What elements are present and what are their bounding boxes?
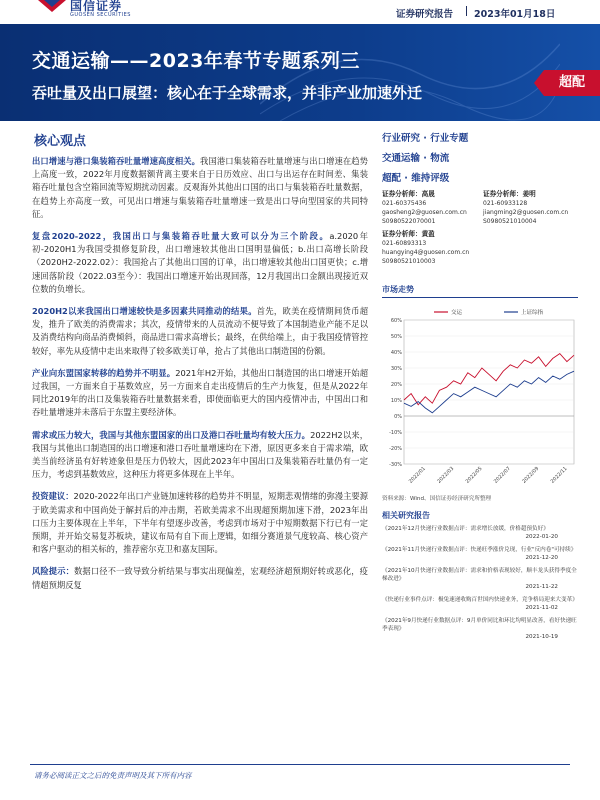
rating-badge: 超配: [544, 70, 600, 96]
legend-label: 交运: [451, 310, 463, 316]
chart-svg: [382, 302, 578, 492]
report-category: 行业研究 · 行业专题: [382, 133, 469, 144]
y-tick-label: -20%: [389, 446, 402, 452]
related-report[interactable]: [382, 617, 578, 642]
paragraph-lead: 2020H2以来我国出口增速较快是多因素共同推动的结果。: [32, 306, 257, 317]
y-tick-label: -30%: [389, 462, 402, 468]
analyst-role: 证券分析师：: [382, 230, 422, 238]
related-report-date: 2022-01-20: [525, 534, 558, 541]
related-report-title: 《2021年11月快递行业数据点评：快递旺季涨价兑现，行业"反内卷"可持续》: [382, 546, 577, 553]
analyst-card: [382, 190, 477, 226]
paragraph-body: a.2020年初-2020H1为我国受损修复阶段，出口增速较其他出口国明显偏低；b.出口高增长阶段（2020H2-2022.02）：我国抢占了其他出口国的订单，出口增速较其他出口国更快；c.增速回落阶段（2022.03至今）：我国出口增速开始出现回落，12月我国出口金额出现接近双位数的负增长。: [32, 231, 368, 294]
related-list: [382, 525, 578, 642]
y-tick-label: -10%: [389, 430, 402, 436]
report-type: 证券研究报告: [396, 9, 454, 20]
chart-source: 资料来源：Wind、国信证券经济研究所整理: [382, 496, 492, 502]
analyst-role: 证券分析师：: [382, 190, 422, 198]
related-report-title: 《2021年10月快递行业数据点评：需求和价格表现较好，顺丰龙头获得季度全梯改进》: [382, 567, 577, 583]
related-title: 相关研究报告: [382, 511, 430, 520]
analyst-email[interactable]: jiangming2@guosen.com.cn: [483, 209, 569, 216]
series-line-0: [404, 354, 574, 405]
analyst-phone: 021-60933128: [483, 200, 528, 207]
core-view-paragraph: [32, 565, 368, 591]
analyst-card: [382, 230, 477, 266]
core-view-paragraph: [32, 155, 368, 221]
legend-label: 上证综指: [521, 310, 544, 316]
analyst-cert: S0980521010003: [382, 258, 436, 265]
related-report-date: 2021-11-02: [525, 605, 558, 612]
x-tick-label: 2022/05: [464, 465, 484, 485]
chart-title: 市场走势: [382, 285, 414, 294]
header-divider: [466, 6, 467, 16]
x-tick-label: 2022/09: [521, 465, 541, 485]
section-title: 核心观点: [34, 134, 87, 149]
analyst-email[interactable]: huangying4@guosen.com.cn: [382, 249, 470, 256]
analyst-cert: S0980522070001: [382, 218, 436, 225]
analyst-name: 高晟: [421, 190, 435, 198]
analyst-name: 姜明: [522, 190, 536, 198]
footer-disclaimer: 请务必阅读正文之后的免责声明及其下所有内容: [34, 771, 192, 780]
y-tick-label: 30%: [390, 366, 402, 372]
y-tick-label: 60%: [390, 318, 402, 324]
related-report-date: 2021-10-19: [525, 634, 558, 641]
plot-frame: [404, 320, 574, 464]
related-report-title: 《快递行业事件点评：极兔速递收购百世国内快递业务，竞争格局迎来大变革》: [382, 596, 578, 603]
x-tick-label: 2022/01: [407, 465, 427, 485]
core-view-paragraph: [32, 305, 368, 358]
x-tick-label: 2022/07: [492, 465, 512, 485]
y-tick-label: 50%: [390, 334, 402, 340]
footer-divider: [30, 764, 570, 765]
y-tick-label: 20%: [390, 382, 402, 388]
analyst-card: [483, 190, 578, 226]
top-bar: [0, 0, 600, 24]
analyst-list: [382, 190, 578, 270]
paragraph-lead: 需求或压力较大，我国与其他东盟国家的出口及港口吞吐量均有较大压力。: [32, 429, 311, 440]
analyst-phone: 021-60893313: [382, 240, 427, 247]
sidebar: [382, 130, 578, 642]
market-trend-chart: [382, 302, 578, 492]
rating-line: 超配 · 维持评级: [382, 173, 450, 184]
core-view-paragraph: [32, 230, 368, 296]
paragraph-lead: 出口增速与港口集装箱吞吐量增速高度相关。: [32, 156, 201, 166]
analyst-email[interactable]: gaosheng2@guosen.com.cn: [382, 209, 467, 216]
logo-cn: 国信证券: [70, 0, 123, 13]
analyst-name: 黄盈: [421, 230, 435, 238]
related-report[interactable]: [382, 546, 578, 563]
y-tick-label: 40%: [390, 350, 402, 356]
related-report[interactable]: [382, 567, 578, 592]
analyst-cert: S0980521010004: [483, 218, 537, 225]
analyst-phone: 021-60375436: [382, 200, 427, 207]
related-report-title: 《2021年12月快递行业数据点评：需求增长放缓，价格超预负好》: [382, 526, 549, 532]
paragraph-body: 首先，欧美在疫情期间货币超发，推升了欧美的消费需求；其次，疫情带来的人员流动不便导致了本国制造业产能不足以及消费结构向商品消费倾斜，商品进口需求高增长；最终，在供给端上，由于我国疫情管控较好，率先从疫情中走出来取得了较多欧美订单，抢占了其他出口制造国的份额。: [32, 306, 368, 356]
guosen-logo-icon: [38, 0, 66, 14]
core-view-paragraph: [32, 490, 368, 556]
report-title: 交通运输——2023年春节专题系列三: [32, 50, 360, 72]
paragraph-body: 2022H2以来，我国与其他出口制造国的出口增速和港口吞吐量增速均在下滑，原因更多来自于需求端，欧美当前经济虽有好转迹象但是压力仍较大，因此2023年中国出口及集装箱吞吐量仍有一定压力，考虑到基数效应，这种压力将更多体现在上半年。: [32, 429, 368, 480]
x-tick-label: 2022/11: [549, 465, 569, 485]
related-report[interactable]: [382, 596, 578, 613]
chart-divider: [382, 297, 578, 298]
related-report-title: 《2021年9月快递行业数据点评：9月单价同比和环比均明显改善，看好快递旺季表现》: [382, 617, 577, 633]
paragraph-body: 数据口径不一致导致分析结果与事实出现偏差，宏观经济超预期好转或恶化，疫情超预期反复: [32, 566, 368, 590]
core-view-section: [32, 130, 368, 601]
industry: 交通运输 · 物流: [382, 153, 450, 164]
paragraph-body: 2020-2022年出口产业链加速转移的趋势并不明显，短期悲观情绪的弥漫主要源于欧美需求和中国尚处于解封后的冲击期，若欧美需求不出现超预期加速下滑，2023年出口压力主要体现在上半年，下半年有望逐步改善，考虑到市场对于中短期数据下行已有一定预期，并开始交易复苏板块，建议布局有自下而上逻辑，如细分赛道景气度较高、核心资产和客户驱动的相关标的，推荐密尔克卫和嘉友国际。: [32, 491, 368, 555]
paragraph-lead: 复盘2020-2022，我国出口与集装箱吞吐量大致可以分为三个阶段。: [32, 231, 330, 242]
report-date: 2023年01月18日: [474, 9, 556, 20]
paragraph-lead: 投资建议：: [32, 491, 74, 502]
y-tick-label: 0%: [394, 414, 402, 420]
paragraph-body: 我国港口集装箱吞吐量增速与出口增速在趋势上高度一致，2022年月度数据额背离主要来自于日历效应、出口与出运存在时间差、集装箱吞吐量包含空箱回流等短期扰动因素。反观海外其他出口国的出口与集装箱吞吐量数据，在趋势上亦高度一致，可见出口增速与集装箱吞吐量增速一致是出口导向型国家的共同特征。: [32, 156, 368, 219]
related-report[interactable]: [382, 525, 578, 542]
related-report-date: 2021-11-22: [525, 584, 558, 591]
related-report-date: 2021-12-20: [525, 555, 558, 562]
analyst-role: 证券分析师：: [483, 190, 523, 198]
logo: [38, 0, 131, 18]
core-view-paragraph: [32, 367, 368, 420]
y-tick-label: 10%: [390, 398, 402, 404]
paragraph-lead: 风险提示：: [32, 566, 75, 577]
series-line-1: [404, 371, 574, 413]
report-subtitle: 吞吐量及出口展望：核心在于全球需求，并非产业加速外迁: [32, 84, 423, 102]
core-view-paragraph: [32, 429, 368, 482]
title-banner: [0, 24, 600, 121]
paragraph-lead: 产业向东盟国家转移的趋势并不明显。: [32, 367, 176, 378]
x-tick-label: 2022/03: [436, 465, 456, 485]
logo-en: GUOSEN SECURITIES: [70, 12, 131, 18]
paragraph-body: 2021年H2开始，其他出口制造国的出口增速开始超过我国，一方面来自于基数效应，另一方面来自走出疫情后的生产力恢复，但是从2022年同比2019年的出口及集装箱吞吐量数据来看，即使面临更大的国内疫情冲击，中国出口和吞吐量增速并未落后于东盟主要经济体。: [32, 367, 368, 418]
